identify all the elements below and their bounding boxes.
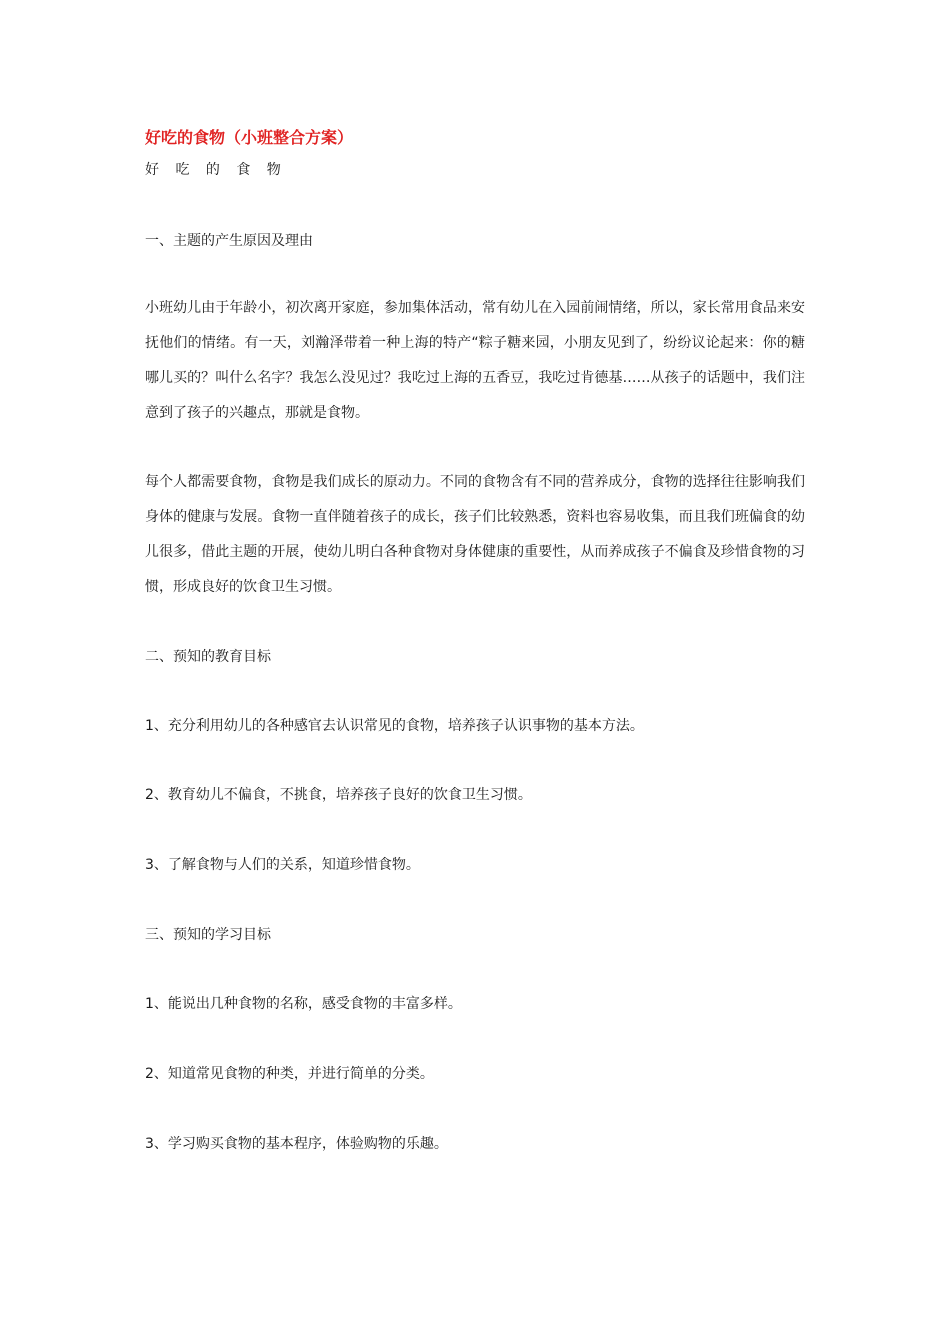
learning-goal-item: 2、知道常见食物的种类，并进行简单的分类。 bbox=[145, 1066, 434, 1082]
document-title: 好吃的食物（小班整合方案） bbox=[145, 128, 354, 147]
education-goal-item: 1、充分利用幼儿的各种感官去认识常见的食物，培养孩子认识事物的基本方法。 bbox=[145, 718, 644, 734]
learning-goal-item: 3、学习购买食物的基本程序，体验购物的乐趣。 bbox=[145, 1136, 448, 1152]
document-subtitle: 好 吃 的 食 物 bbox=[145, 162, 287, 178]
section-1-paragraph-1: 小班幼儿由于年龄小，初次离开家庭，参加集体活动，常有幼儿在入园前闹情绪，所以，家长常用食品来安抚他们的情绪。有一天，刘瀚泽带着一种上海的特产“粽子糖来园，小朋友见到了，纷纷议论起来：你的糖哪儿买的？叫什么名字？我怎么没见过？我吃过上海的五香豆，我吃过肯德基……从孩子的话题中，我们注意到了孩子的兴趣点，那就是食物。 bbox=[145, 300, 805, 421]
section-1-paragraph-2: 每个人都需要食物，食物是我们成长的原动力。不同的食物含有不同的营养成分，食物的选择往往影响我们身体的健康与发展。食物一直伴随着孩子的成长，孩子们比较熟悉，资料也容易收集，而且我们班偏食的幼儿很多，借此主题的开展，使幼儿明白各种食物对身体健康的重要性，从而养成孩子不偏食及珍惜食物的习惯，形成良好的饮食卫生习惯。 bbox=[145, 474, 805, 595]
education-goal-item: 3、了解食物与人们的关系，知道珍惜食物。 bbox=[145, 857, 420, 873]
section-2-heading: 二、预知的教育目标 bbox=[145, 649, 271, 665]
section-3-heading: 三、预知的学习目标 bbox=[145, 927, 271, 943]
learning-goal-item: 1、能说出几种食物的名称，感受食物的丰富多样。 bbox=[145, 996, 462, 1012]
section-1-heading: 一、主题的产生原因及理由 bbox=[145, 233, 313, 249]
education-goal-item: 2、教育幼儿不偏食，不挑食，培养孩子良好的饮食卫生习惯。 bbox=[145, 787, 532, 803]
